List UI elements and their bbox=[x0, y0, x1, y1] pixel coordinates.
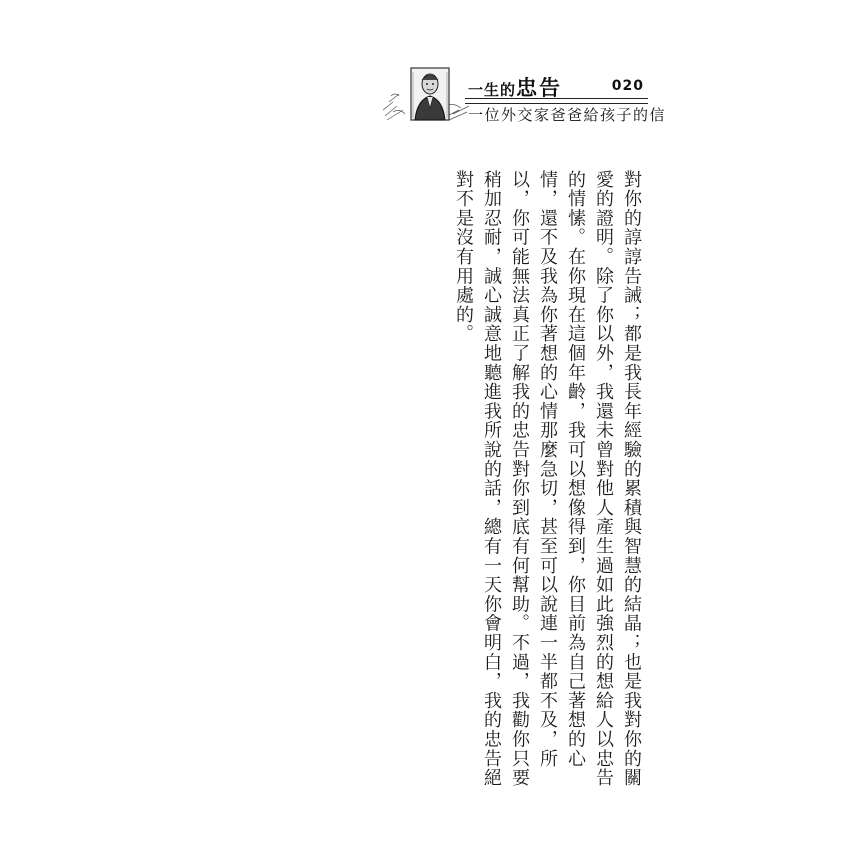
book-title-prefix: 一生的 bbox=[468, 81, 517, 99]
body-paragraph: 對你的諄諄告誡；都是我長年經驗的累積與智慧的結晶；也是我對你的關愛的證明。除了你以外，我還未曾對他人產生過如此強烈的想給人以忠告的情愫。在你現在這個年齡，我可以想像得到，你目前為自己著想的心情，還不及我為你著想的心情那麼急切，甚至可以說連一半都不及，所以，你可能無法真正了解我的忠告對你到底有何幫助。不過，我勸你只要稍加忍耐，誠心誠意地聽進我所說的話，總有一天你會明白，我的忠告絕對不是沒有用處的。 bbox=[453, 170, 642, 788]
page-number: 020 bbox=[611, 78, 644, 94]
vertical-body-text bbox=[449, 170, 645, 790]
running-header bbox=[383, 66, 667, 124]
book-title-main: 忠告 bbox=[516, 76, 563, 100]
header-rule-top bbox=[465, 98, 648, 99]
book-subtitle: 一位外交家爸爸給孩子的信 bbox=[468, 106, 667, 124]
author-portrait-illustration bbox=[383, 66, 471, 122]
